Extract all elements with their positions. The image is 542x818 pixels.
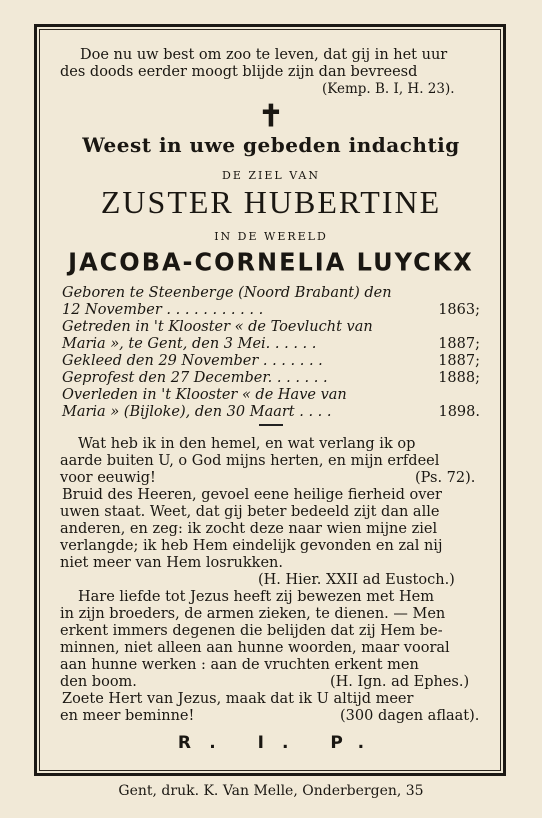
- fact-year: 1898.: [438, 404, 480, 420]
- epigraph-line-2: des doods eerder moogt blijde zijn dan bevreesd: [60, 64, 418, 80]
- printer-credit: Gent, druk. K. Van Melle, Onderbergen, 35: [118, 783, 424, 799]
- psalm-reference: (Ps. 72).: [415, 470, 476, 486]
- fact-year: 1887;: [438, 336, 480, 352]
- indulgence-note: (300 dagen aflaat).: [340, 708, 480, 724]
- fact-born-cont: [62, 302, 480, 319]
- hieronymus-reference: (H. Hier. XXII ad Eustoch.): [258, 572, 455, 588]
- fact-cont: 12 November . . . . . . . . . . .: [62, 302, 264, 318]
- paragraph-line: Zoete Hert van Jezus, maak dat ik U altijd meer: [62, 691, 414, 707]
- fact-entered: [62, 319, 480, 336]
- epigraph-line-1: Doe nu uw best om zoo te leven, dat gij in het uur: [80, 47, 448, 63]
- paragraph-line: aan hunne werken : aan de vruchten erkent men: [60, 657, 419, 673]
- fact-born: [62, 285, 480, 302]
- epigraph-reference: (Kemp. B. I, H. 23).: [322, 81, 455, 97]
- paragraph-line: Hare liefde tot Jezus heeft zij bewezen met Hem: [78, 589, 434, 605]
- paragraph-line: uwen staat. Weet, dat gij beter bedeeld zijt dan alle: [60, 504, 440, 520]
- paragraph-line: anderen, en zeg: ik zocht deze naar wien mijne ziel: [60, 521, 438, 537]
- heading: Weest in uwe gebeden indachtig: [82, 133, 460, 157]
- fact-year: 1887;: [438, 353, 480, 369]
- paragraph-line: Bruid des Heeren, gevoel eene heilige fierheid over: [62, 487, 442, 503]
- fact-cont: Maria » (Bijloke), den 30 Maart . . . .: [62, 404, 332, 420]
- paragraph-line: in zijn broeders, de armen zieken, te dienen. — Men: [60, 606, 446, 622]
- paragraph-line: verlangde; ik heb Hem eindelijk gevonden en zal nij: [60, 538, 443, 554]
- fact-text: Geprofest den 27 December. . . . . . .: [62, 370, 328, 386]
- fact-text: Gekleed den 29 November . . . . . . .: [62, 353, 323, 369]
- fact-entered-cont: [62, 336, 480, 353]
- paragraph-line: voor eeuwig!: [60, 470, 156, 486]
- paragraph-line: en meer beminne!: [60, 708, 195, 724]
- paragraph-line: Wat heb ik in den hemel, en wat verlang ik op: [78, 436, 416, 452]
- in-de-wereld: IN DE WERELD: [214, 230, 328, 243]
- fact-died: [62, 387, 480, 404]
- world-name: JACOBA-CORNELIA LUYCKX: [68, 247, 474, 277]
- ignatius-reference: (H. Ign. ad Ephes.): [330, 674, 470, 690]
- paragraph-line: erkent immers degenen die belijden dat zij Hem be-: [60, 623, 443, 639]
- cross-icon: ✝: [258, 99, 284, 134]
- paragraph-line: niet meer van Hem losrukken.: [60, 555, 283, 571]
- fact-clothed: [62, 353, 480, 370]
- fact-text: Geboren te Steenberge (Noord Brabant) den: [62, 285, 392, 301]
- paragraph-line: aarde buiten U, o God mijns herten, en mijn erfdeel: [60, 453, 440, 469]
- paragraph-line: den boom.: [60, 674, 137, 690]
- de-ziel-van: DE ZIEL VAN: [222, 169, 320, 182]
- fact-text: Getreden in 't Klooster « de Toevlucht van: [62, 319, 373, 335]
- paragraph-line: minnen, niet alleen aan hunne woorden, maar vooral: [60, 640, 450, 656]
- fact-year: 1888;: [438, 370, 480, 386]
- fact-year: 1863;: [438, 302, 480, 318]
- fact-died-cont: [62, 404, 480, 421]
- fact-professed: [62, 370, 480, 387]
- fact-text: Overleden in 't Klooster « de Have van: [62, 387, 347, 403]
- fact-cont: Maria », te Gent, den 3 Mei. . . . . .: [62, 336, 317, 352]
- rip: R. I. P.: [177, 733, 383, 753]
- divider: [259, 424, 283, 426]
- religious-name: ZUSTER HUBERTINE: [100, 184, 442, 220]
